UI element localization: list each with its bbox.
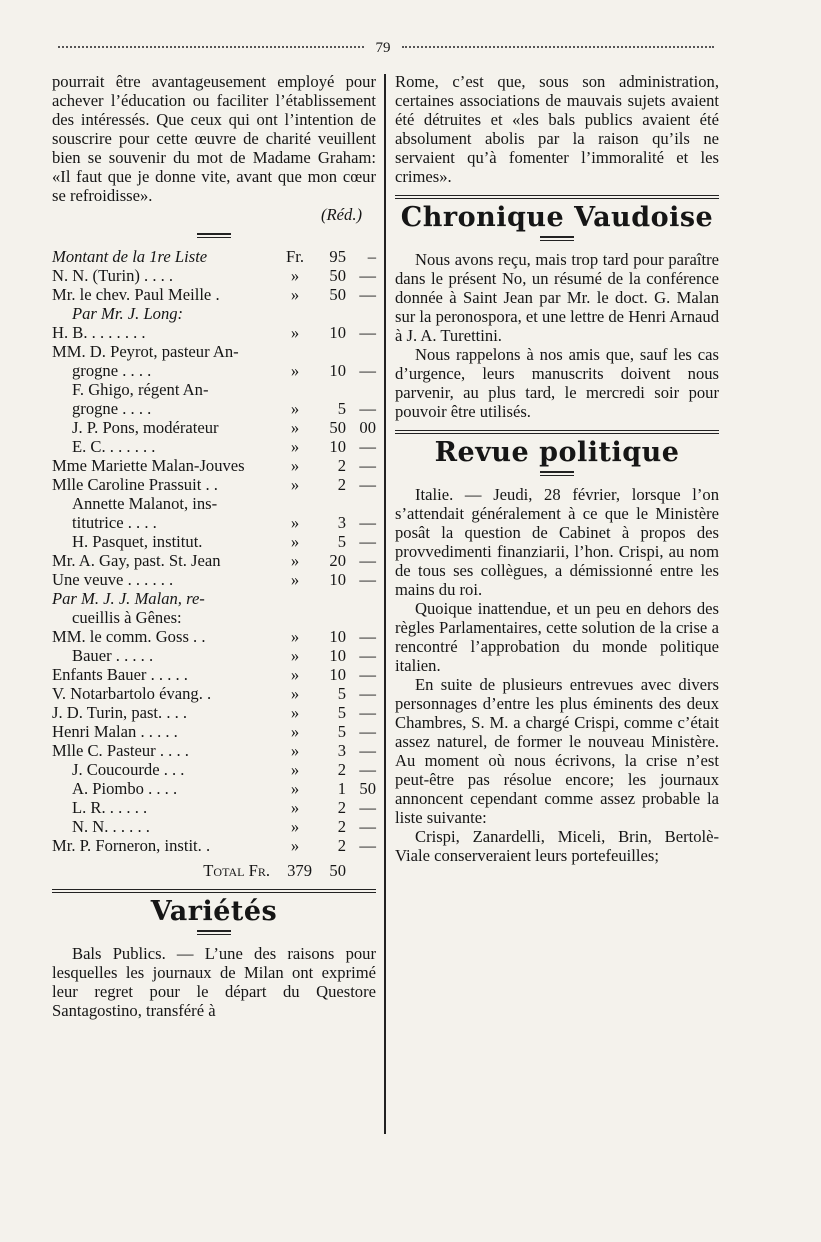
revue-paragraph-3: En suite de plusieurs entrevues avec divers personnages d’entre les plus éminents des deux Chambres, S. M. a chargé Crispi, comme c’était assez naturel, de former le nouveau Ministère. Au moment où nous écrivons, la crise n’est peut-être pas résolue encore; les journaux annoncent cependant comme assez probable la liste suivante: <box>395 675 719 827</box>
subscription-row <box>52 646 376 665</box>
subscription-row <box>52 779 376 798</box>
subscriber-name: Montant de la 1re Liste <box>52 247 208 266</box>
ditto-mark: » <box>290 266 300 285</box>
subscription-row <box>52 570 376 589</box>
chronique-paragraph-1: Nous avons reçu, mais trop tard pour paraître dans le présent No, un résumé de la conférence donnée à Saint Jean par Mr. le doct. G. Malan sur la peronospora, et une lettre de Henri Arnaud à J. A. Turettini. <box>395 250 719 345</box>
revue-paragraph-4: Crispi, Zanardelli, Miceli, Brin, Bertolè-Viale conserveraient leurs portefeuilles; <box>395 827 719 865</box>
subscriber-name: grogne . . . . <box>72 361 152 380</box>
amount-cents: — <box>359 266 376 285</box>
ditto-mark: » <box>290 703 300 722</box>
amount-cents: — <box>359 551 376 570</box>
ditto-mark: » <box>290 513 300 532</box>
subscription-row <box>52 836 376 855</box>
subscriber-name: Par Mr. J. Long: <box>72 304 184 323</box>
amount-cents: — <box>359 760 376 779</box>
amount-francs: 10 <box>329 627 346 646</box>
subscription-row <box>52 304 376 323</box>
ditto-mark: » <box>290 456 300 475</box>
amount-cents <box>346 589 376 608</box>
right-column <box>395 72 719 865</box>
amount-cents: — <box>359 570 376 589</box>
amount-francs: 5 <box>337 722 346 741</box>
subscriber-name: J. Coucourde . . . <box>72 760 185 779</box>
amount-cents <box>346 342 376 361</box>
subscription-row <box>52 475 376 494</box>
subscriber-name: F. Ghigo, régent An- <box>72 380 209 399</box>
amount-cents: — <box>359 513 376 532</box>
chronique-paragraph-2: Nous rappelons à nos amis que, sauf les cas d’urgence, leurs manuscrits doivent nous parvenir, au plus tard, le mercredi soir pour pouvoir être utilisés. <box>395 345 719 421</box>
ditto-mark <box>278 589 312 608</box>
section-rule <box>395 430 719 434</box>
amount-francs <box>312 589 346 608</box>
section-rule <box>395 195 719 199</box>
ditto-mark: » <box>290 760 300 779</box>
ditto-mark <box>278 608 312 627</box>
subscription-row <box>52 665 376 684</box>
ditto-mark <box>278 304 312 323</box>
ditto-mark: Fr. <box>286 247 304 266</box>
amount-cents: — <box>359 665 376 684</box>
total-cents: 50 <box>329 861 346 880</box>
amount-francs: 95 <box>329 247 346 266</box>
amount-francs: 10 <box>329 665 346 684</box>
subscription-row <box>52 247 376 266</box>
amount-cents: – <box>367 247 376 266</box>
amount-cents: — <box>359 627 376 646</box>
amount-francs: 2 <box>337 817 346 836</box>
subscriber-name: MM. le comm. Goss . . <box>52 627 206 646</box>
subscriber-name: titutrice . . . . <box>72 513 157 532</box>
amount-cents <box>346 304 376 323</box>
ditto-mark: » <box>290 817 300 836</box>
ditto-mark: » <box>290 684 300 703</box>
amount-francs: 2 <box>337 475 346 494</box>
subscription-row <box>52 285 376 304</box>
subscriber-name: V. Notarbartolo évang. . <box>52 684 212 703</box>
varietes-paragraph: Bals Publics. — L’une des raisons pour lesquelles les journaux de Milan ont exprimé leur regret pour le départ du Questore Santagostino, transféré à <box>52 944 376 1020</box>
subscription-row <box>52 494 376 513</box>
subscription-row <box>52 532 376 551</box>
amount-cents: — <box>359 722 376 741</box>
subscriber-name: Mlle Caroline Prassuit . . <box>52 475 218 494</box>
left-column <box>52 72 376 1020</box>
subscription-row <box>52 760 376 779</box>
ditto-mark: » <box>290 665 300 684</box>
amount-cents <box>346 380 376 399</box>
amount-francs: 50 <box>329 418 346 437</box>
subscription-row <box>52 722 376 741</box>
subscription-row <box>52 418 376 437</box>
subscriber-name: grogne . . . . <box>72 399 152 418</box>
amount-cents: — <box>359 798 376 817</box>
amount-francs: 2 <box>337 456 346 475</box>
subscription-row <box>52 323 376 342</box>
ditto-mark: » <box>290 779 300 798</box>
column-divider <box>384 74 386 1134</box>
amount-cents: — <box>359 456 376 475</box>
subscription-table <box>52 247 376 880</box>
amount-cents: 00 <box>359 418 376 437</box>
total-row <box>52 855 376 880</box>
subscriber-name: cueillis à Gênes: <box>72 608 182 627</box>
subscriber-name: Mr. P. Forneron, instit. . <box>52 836 211 855</box>
chronique-heading: Chronique Vaudoise <box>400 202 714 233</box>
subscription-row <box>52 551 376 570</box>
ditto-mark: » <box>290 475 300 494</box>
subscriber-name: J. D. Turin, past. . . . <box>52 703 188 722</box>
subscriber-name: Par M. J. J. Malan, re- <box>52 589 205 608</box>
ditto-mark <box>278 380 312 399</box>
subscriber-name: E. C. . . . . . . <box>72 437 156 456</box>
total-francs: 379 <box>287 861 312 880</box>
amount-francs <box>312 304 346 323</box>
subscriber-name: Une veuve . . . . . . <box>52 570 174 589</box>
amount-francs: 5 <box>337 399 346 418</box>
amount-francs <box>312 380 346 399</box>
ditto-mark <box>278 494 312 513</box>
amount-francs: 10 <box>329 323 346 342</box>
ditto-mark: » <box>290 551 300 570</box>
amount-francs: 10 <box>329 570 346 589</box>
amount-francs: 2 <box>337 798 346 817</box>
intro-paragraph: pourrait être avantageusement employé pour achever l’éducation ou faciliter l’établissement des intéressés. Que ceux qui ont l’intention de souscrire pour cette œuvre de charité veuillent bien se souvenir du mot de Madame Graham: «Il faut que je donne vite, avant que mon cœur se refroidisse». <box>52 72 376 205</box>
amount-francs: 50 <box>329 266 346 285</box>
ditto-mark: » <box>290 627 300 646</box>
ditto-mark: » <box>290 836 300 855</box>
subscription-row <box>52 798 376 817</box>
subscription-row <box>52 456 376 475</box>
amount-cents: — <box>359 703 376 722</box>
header-rule-left <box>58 46 364 48</box>
amount-cents <box>346 608 376 627</box>
amount-francs: 20 <box>329 551 346 570</box>
subscriber-name: MM. D. Peyrot, pasteur An- <box>52 342 239 361</box>
subscription-row <box>52 437 376 456</box>
subscription-row <box>52 589 376 608</box>
subscription-row <box>52 627 376 646</box>
section-rule <box>52 889 376 893</box>
amount-francs: 10 <box>329 437 346 456</box>
revue-paragraph-1: Italie. — Jeudi, 28 février, lorsque l’on s’attendait généralement à ce que le Ministère posât la question de Cabinet à propos des provvedimenti finanziarii, l’hon. Crispi, au nom de tous ses collègues, a démissionné entre les mains du roi. <box>395 485 719 599</box>
subscriber-name: H. Pasquet, institut. <box>72 532 203 551</box>
ditto-mark <box>278 342 312 361</box>
subscription-row <box>52 608 376 627</box>
amount-francs: 10 <box>329 646 346 665</box>
amount-francs: 5 <box>337 703 346 722</box>
subscription-row <box>52 817 376 836</box>
amount-francs: 2 <box>337 760 346 779</box>
ditto-mark: » <box>290 399 300 418</box>
amount-cents: — <box>359 475 376 494</box>
amount-francs: 10 <box>329 361 346 380</box>
ditto-mark: » <box>290 570 300 589</box>
subscriber-name: Mme Mariette Malan-Jouves <box>52 456 245 475</box>
amount-francs: 2 <box>337 836 346 855</box>
varietes-heading: Variétés <box>150 896 278 927</box>
amount-cents: — <box>359 399 376 418</box>
amount-cents: 50 <box>359 779 376 798</box>
subscriber-name: Mlle C. Pasteur . . . . <box>52 741 189 760</box>
continued-paragraph: Rome, c’est que, sous son administration, certaines associations de mauvais sujets avaient été détruites et «les bals publics avaient été absolument abolis par la raison qu’ils ne servaient qu’à fomenter l’immoralité et les crimes». <box>395 72 719 186</box>
subscription-row <box>52 513 376 532</box>
amount-cents: — <box>359 323 376 342</box>
ditto-mark: » <box>290 361 300 380</box>
amount-cents: — <box>359 361 376 380</box>
total-label: Total Fr. <box>203 861 270 880</box>
ditto-mark: » <box>290 646 300 665</box>
amount-cents: — <box>359 646 376 665</box>
amount-cents: — <box>359 285 376 304</box>
subscription-row <box>52 266 376 285</box>
subscription-row <box>52 380 376 399</box>
amount-francs: 3 <box>337 741 346 760</box>
amount-cents: — <box>359 437 376 456</box>
subscription-row <box>52 684 376 703</box>
amount-francs <box>312 494 346 513</box>
amount-cents: — <box>359 836 376 855</box>
subscriber-name: Enfants Bauer . . . . . <box>52 665 188 684</box>
ditto-mark: » <box>290 798 300 817</box>
subscription-row <box>52 342 376 361</box>
ditto-mark: » <box>290 722 300 741</box>
ditto-mark: » <box>290 532 300 551</box>
subscriber-name: H. B. . . . . . . . <box>52 323 146 342</box>
subscriber-name: N. N. (Turin) . . . . <box>52 266 174 285</box>
subscription-row <box>52 741 376 760</box>
ornament-rule <box>540 236 574 241</box>
ditto-mark: » <box>290 418 300 437</box>
ditto-mark: » <box>290 285 300 304</box>
amount-francs: 5 <box>337 532 346 551</box>
ornament-rule <box>540 471 574 476</box>
ditto-mark: » <box>290 437 300 456</box>
ornament-rule <box>197 233 231 238</box>
amount-francs: 5 <box>337 684 346 703</box>
subscriber-name: Henri Malan . . . . . <box>52 722 178 741</box>
amount-cents: — <box>359 532 376 551</box>
ditto-mark: » <box>290 741 300 760</box>
amount-cents: — <box>359 684 376 703</box>
editor-signature: (Réd.) <box>321 205 362 224</box>
subscriber-name: L. R. . . . . . <box>72 798 148 817</box>
amount-francs <box>312 342 346 361</box>
ditto-mark: » <box>290 323 300 342</box>
amount-francs: 3 <box>337 513 346 532</box>
amount-cents <box>346 494 376 513</box>
amount-cents: — <box>359 741 376 760</box>
subscriber-name: A. Piombo . . . . <box>72 779 178 798</box>
revue-heading: Revue politique <box>434 437 680 468</box>
subscription-row <box>52 399 376 418</box>
subscriber-name: Mr. le chev. Paul Meille . <box>52 285 220 304</box>
subscriber-name: N. N. . . . . . <box>72 817 150 836</box>
amount-cents: — <box>359 817 376 836</box>
amount-francs: 1 <box>337 779 346 798</box>
subscriber-name: Mr. A. Gay, past. St. Jean <box>52 551 221 570</box>
ornament-rule <box>197 930 231 935</box>
amount-francs: 50 <box>329 285 346 304</box>
amount-francs <box>312 608 346 627</box>
page-number: 79 <box>368 40 398 57</box>
header-rule-right <box>402 46 714 48</box>
subscriber-name: J. P. Pons, modérateur <box>72 418 219 437</box>
subscriber-name: Annette Malanot, ins- <box>72 494 218 513</box>
subscription-row <box>52 361 376 380</box>
revue-paragraph-2: Quoique inattendue, et un peu en dehors des règles Parlamentaires, cette solution de la crise a rencontré l’approbation du monde politique italien. <box>395 599 719 675</box>
subscriber-name: Bauer . . . . . <box>72 646 154 665</box>
subscription-row <box>52 703 376 722</box>
